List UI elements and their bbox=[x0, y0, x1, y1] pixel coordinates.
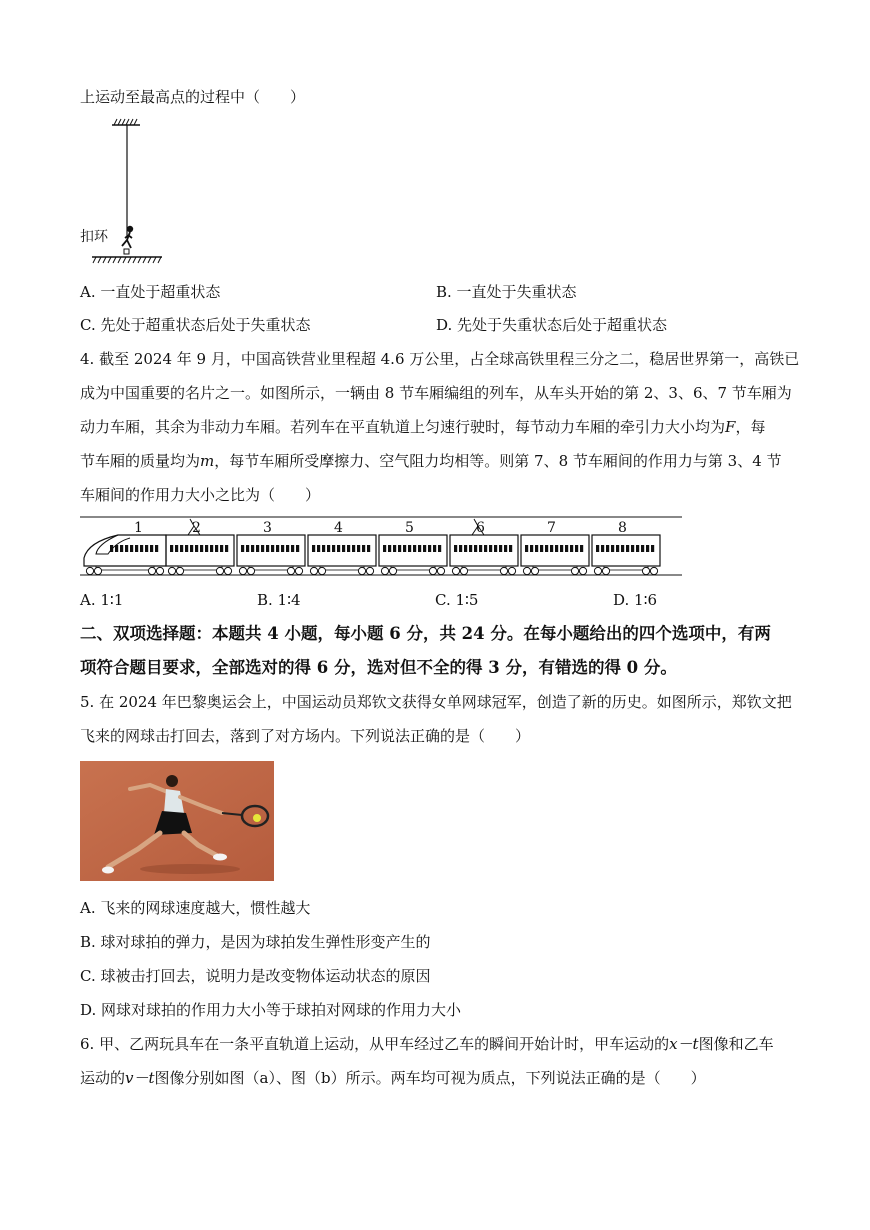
q4-line5: 车厢间的作用力大小之比为（ ） bbox=[80, 486, 321, 504]
q3-option-d: D. 先处于失重状态后处于超重状态 bbox=[436, 316, 668, 334]
q4-line1: 4. 截至 2024 年 9 月，中国高铁营业里程超 4.6 万公里，占全球高铁里程三分之二，稳居世界第一，高铁已 bbox=[80, 350, 800, 368]
section2-line1: 二、双项选择题：本题共 4 小题，每小题 6 分，共 24 分。在每小题给出的四个选项中，有两 bbox=[80, 624, 771, 643]
train-car-8 bbox=[592, 535, 660, 575]
q4-option-a: A. 1∶1 bbox=[80, 591, 124, 609]
train-car-number: 3 bbox=[263, 520, 272, 536]
q4-option-b: B. 1∶4 bbox=[257, 591, 301, 609]
train-car-number: 7 bbox=[547, 520, 556, 536]
q3-option-b: B. 一直处于失重状态 bbox=[436, 283, 577, 301]
section2-line2: 项符合题目要求，全部选对的得 6 分，选对但不全的得 3 分，有错选的得 0 分。 bbox=[80, 658, 677, 677]
q4-option-d: D. 1∶6 bbox=[613, 591, 658, 609]
q5-option-d: D. 网球对球拍的作用力大小等于球拍对网球的作用力大小 bbox=[80, 1001, 462, 1019]
q6-var-vt: v－t bbox=[125, 1069, 155, 1087]
q5-line2: 飞来的网球击打回去，落到了对方场内。下列说法正确的是（ ） bbox=[80, 727, 531, 745]
q3-option-a: A. 一直处于超重状态 bbox=[80, 283, 221, 301]
tennis-photo bbox=[80, 761, 274, 881]
q3-stem: 上运动至最高点的过程中（ ） bbox=[80, 88, 306, 106]
train-car-number: 2 bbox=[192, 520, 201, 536]
train-car-number: 8 bbox=[618, 520, 627, 536]
q4-var-f: F bbox=[725, 418, 736, 436]
q5-line1: 5. 在 2024 年巴黎奥运会上，中国运动员郑钦文获得女单网球冠军，创造了新的历史。如图所示，郑钦文把 bbox=[80, 693, 792, 711]
q5-option-b: B. 球对球拍的弹力，是因为球拍发生弹性形变产生的 bbox=[80, 933, 431, 951]
q4-option-c: C. 1∶5 bbox=[435, 591, 479, 609]
q5-option-c: C. 球被击打回去，说明力是改变物体运动状态的原因 bbox=[80, 967, 431, 985]
q4-train-figure bbox=[78, 514, 684, 580]
q3-figure-label: 扣环 bbox=[80, 229, 108, 245]
train-car-4 bbox=[308, 535, 376, 575]
q3-option-c: C. 先处于超重状态后处于失重状态 bbox=[80, 316, 311, 334]
train-car-5 bbox=[379, 535, 447, 575]
q6-line1: 6. 甲、乙两玩具车在一条平直轨道上运动，从甲车经过乙车的瞬间开始计时，甲车运动的x－t图像和乙车 bbox=[80, 1035, 774, 1053]
q6-var-xt: x－t bbox=[669, 1035, 699, 1053]
train-car-number: 1 bbox=[134, 520, 143, 536]
train-car-number: 4 bbox=[334, 520, 343, 536]
q4-var-m: m bbox=[200, 452, 215, 470]
q4-line2: 成为中国重要的名片之一。如图所示，一辆由 8 节车厢编组的列车，从车头开始的第 2、3、6、7 节车厢为 bbox=[80, 384, 792, 402]
q6-line2: 运动的v－t图像分别如图（a）、图（b）所示。两车均可视为质点，下列说法正确的是（ ） bbox=[80, 1069, 706, 1087]
q4-line4: 节车厢的质量均为m，每节车厢所受摩擦力、空气阻力均相等。则第 7、8 节车厢间的作用力与第 3、4 节 bbox=[80, 452, 782, 470]
train-car-7 bbox=[521, 535, 589, 575]
q4-line3: 动力车厢，其余为非动力车厢。若列车在平直轨道上匀速行驶时，每节动力车厢的牵引力大小均为F，每 bbox=[80, 418, 766, 436]
train-car-number: 6 bbox=[476, 520, 485, 536]
train-car-3 bbox=[237, 535, 305, 575]
q5-option-a: A. 飞来的网球速度越大，惯性越大 bbox=[80, 899, 311, 917]
train-car-number: 5 bbox=[405, 520, 414, 536]
